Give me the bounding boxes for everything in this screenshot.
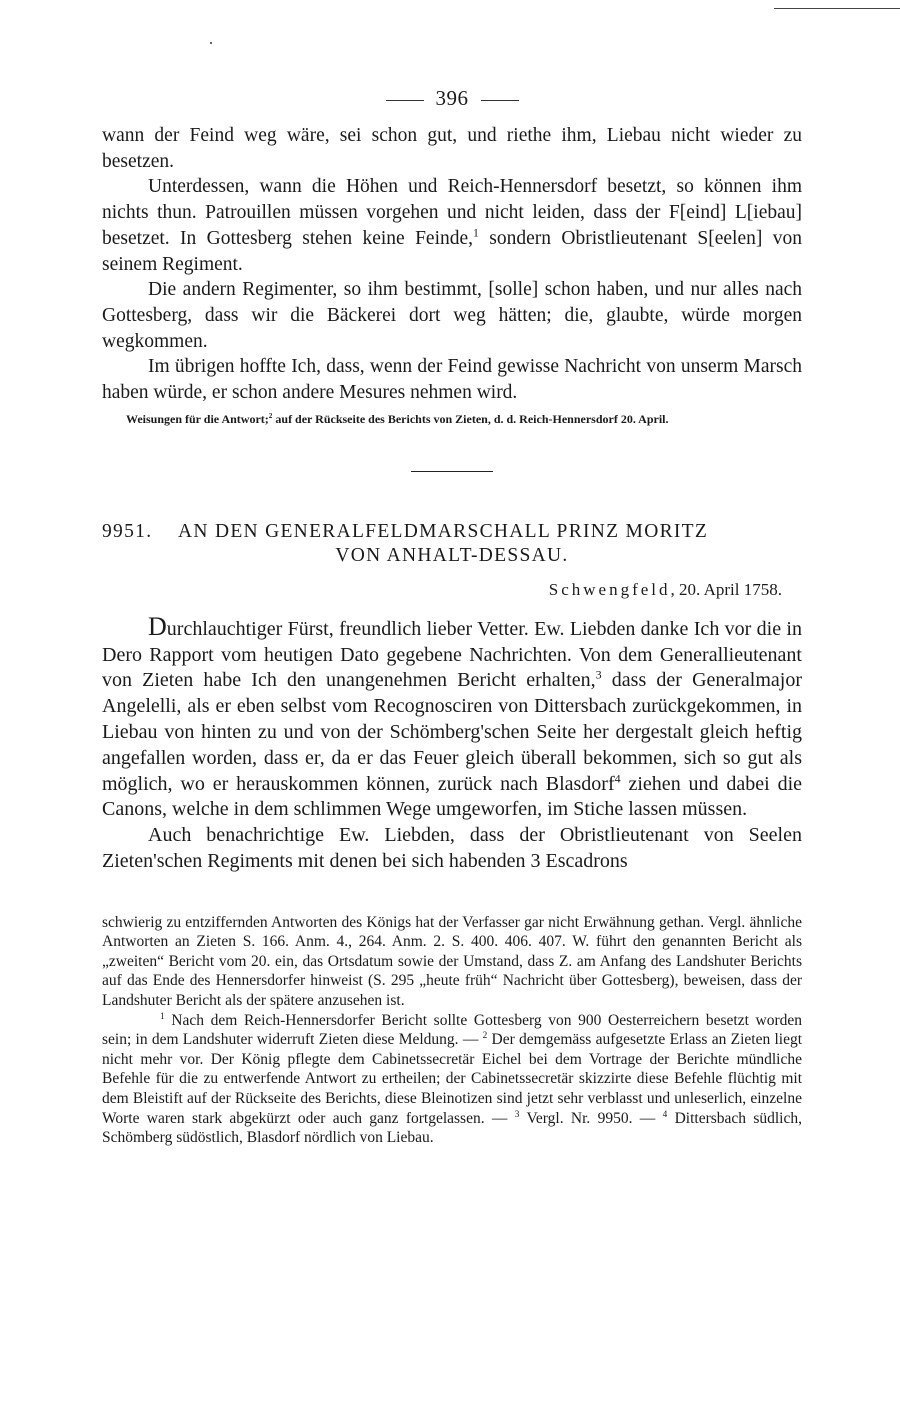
footnote-mark: 4 — [662, 1109, 668, 1120]
footnote-text: Vergl. Nr. 9950. — — [526, 1109, 656, 1127]
paragraph-text: dass der Generalmajor Angelelli, als er eben selbst vom Recognosciren von Dittersbach zurückgekommen, in Liebau von hinten zu und von der Schömberg'schen Seite her dergestalt gleich heftig angefallen worden, dass er, da er das Feuer gleich überall bekommen, sich so gut als möglich, wo er herauskommen können, zurück nach Blasdorf — [102, 669, 803, 795]
initial-letter: D — [148, 611, 167, 641]
page — [102, 86, 802, 1148]
footnote-mark: 2 — [268, 411, 273, 420]
footnote-text: Nach dem Reich-Hennersdorfer Bericht sollte Gottesberg von 900 Oesterreichern besetzt worden sein; in dem Landshuter widerruft Zieten diese Meldung. — — [102, 1011, 803, 1049]
page-number-dash-right — [481, 100, 519, 101]
footnote-text: Dittersbach südlich, Schömberg südöstlich, Blasdorf nördlich von Liebau. — [102, 1109, 802, 1147]
footnotes — [102, 913, 802, 1148]
speck — [210, 42, 212, 44]
paragraph — [102, 611, 803, 823]
dateline-date: , 20. April 1758. — [670, 579, 782, 599]
document-heading — [102, 520, 802, 568]
paragraph: Die andern Regimenter, so ihm bestimmt, [solle] schon haben, und nur alles nach Gottesberg, dass wir die Bäckerei dort weg hätten; die, glaubte, würde morgen wegkommen. — [102, 279, 802, 352]
paragraph: Im übrigen hoffte Ich, dass, wenn der Feind gewisse Nachricht von unserm Marsch haben würde, er schon andere Mesures nehmen wird. — [102, 356, 802, 404]
paragraph-text: Unterdessen, wann die Höhen und Reich-Hennersdorf besetzt, so können ihm nichts thun. Patrouillen müssen vorgehen und nicht leiden, dass der F[eind] L[iebau] besetzet. In Gottesberg stehen keine Feinde, — [102, 176, 802, 249]
page-number-dash-left — [386, 100, 424, 101]
footnote-mark: 2 — [482, 1031, 488, 1042]
footnote-continuation: schwierig zu entziffernden Antworten des Königs hat der Verfasser gar nicht Erwähnung gethan. Vergl. ähnliche Antworten an Zieten S. 166. Anm. 4., 264. Anm. 2. S. 400. 406. 407. W. führt den genannten Bericht als „zweiten“ Bericht vom 20. ein, das Ortsdatum sowie der Umstand, dass Z. am Anfang des Landshuter Berichts auf das Ende des Hennersdorfer hinweist (S. 295 „heute früh“ Nachricht über Gottesberg), beweisen, dass der Landshuter Bericht als der spätere anzusehen ist. — [102, 913, 802, 1010]
letter-body — [102, 611, 803, 875]
heading-line-1 — [102, 520, 802, 544]
paragraph-text: ziehen und dabei die Canons, welche in dem schlimmen Wege umgeworfen, im Stiche lassen müssen. — [102, 772, 803, 821]
section-divider — [411, 471, 493, 472]
corner-rule — [774, 8, 900, 9]
footnote-text: Der demgemäss aufgesetzte Erlass an Zieten liegt nicht mehr vor. Der König pflegte dem Cabinetssecretär Eichel bei dem Vortrage der Berichte mündliche Befehle für die zu entwerfende Antwort zu ertheilen; der Cabinetssecretär skizzirte diese Befehle flüchtig mit dem Bleistift auf der Rückseite des Berichts, diese Bleinotizen sind jetzt sehr verblasst und unleserlich, einzelne Worte waren stark abgekürzt oder auch ganz fortgelassen. — — [102, 1031, 803, 1127]
footnote-mark: 3 — [595, 667, 602, 682]
footnote-mark: 4 — [614, 770, 621, 785]
paragraph: wann der Feind weg wäre, sei schon gut, und riethe ihm, Liebau nicht wieder zu besetzen. — [102, 125, 802, 172]
document-number: 9951. — [102, 520, 153, 542]
source-note-text: auf der Rückseite des Berichts von Zieten, d. d. Reich-Hennersdorf 20. April. — [275, 411, 669, 426]
paragraph-text: sondern Obristlieutenant S[eelen] von seinem Regiment. — [102, 227, 802, 275]
footnote-mark: 1 — [160, 1011, 165, 1022]
heading-line-2: VON ANHALT-DESSAU. — [335, 544, 569, 566]
page-number — [102, 86, 802, 111]
paragraph-text: urchlauchtiger Fürst, freundlich lieber Vetter. Ew. Liebden danke Ich vor die in Dero Rapport vom heutigen Dato gegebene Nachrichten. Von dem Generallieutenant von Zieten habe Ich den unangenehmen Bericht erhalten, — [102, 617, 802, 692]
paragraph — [102, 174, 802, 277]
source-note — [102, 412, 802, 427]
previous-document-text — [102, 123, 802, 406]
dateline-place: Schwengfeld — [548, 579, 671, 599]
paragraph: Auch benachrichtige Ew. Liebden, dass der Obristlieutenant von Seelen Zieten'schen Regiments mit denen bei sich habenden 3 Escadrons — [102, 824, 802, 872]
dateline — [102, 580, 782, 600]
source-note-text: Weisungen für die Antwort; — [126, 411, 269, 426]
footnote-mark: 3 — [514, 1109, 520, 1120]
footnote — [102, 1011, 802, 1148]
footnote-mark: 1 — [473, 226, 479, 240]
page-number-text: 396 — [435, 86, 469, 110]
heading-title: AN DEN GENERALFELDMARSCHALL PRINZ MORITZ — [178, 520, 709, 542]
